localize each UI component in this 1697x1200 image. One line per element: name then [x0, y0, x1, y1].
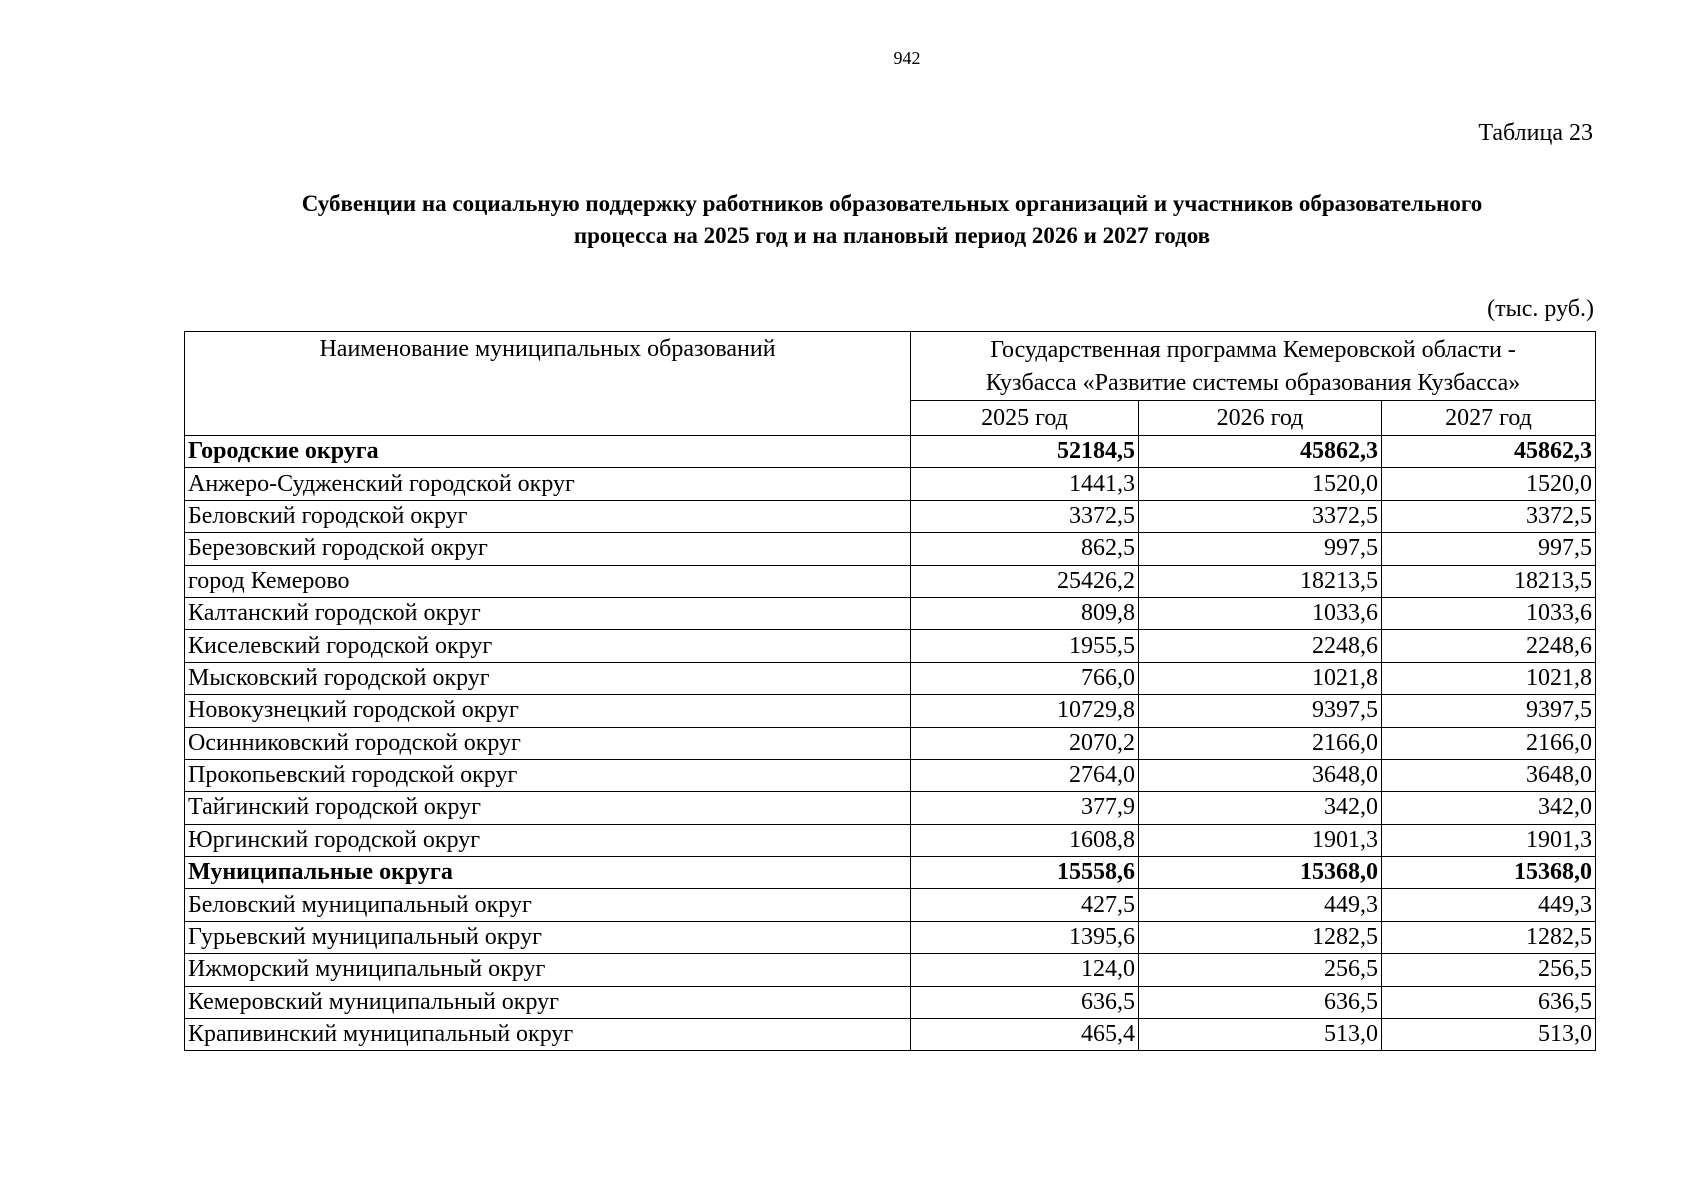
table-row [185, 986, 1596, 1018]
cell-value-2027: 15368,0 [1382, 857, 1596, 889]
table-row [185, 792, 1596, 824]
cell-municipality-name: Гурьевский муниципальный округ [185, 921, 911, 953]
cell-value-2026: 256,5 [1139, 954, 1382, 986]
header-municipality-name: Наименование муниципальных образований [185, 332, 911, 436]
cell-value-2025: 25426,2 [911, 565, 1139, 597]
table-row [185, 630, 1596, 662]
cell-value-2027: 997,5 [1382, 533, 1596, 565]
table-row [185, 597, 1596, 629]
cell-value-2027: 256,5 [1382, 954, 1596, 986]
cell-municipality-name: Городские округа [185, 436, 911, 468]
cell-municipality-name: Крапивинский муниципальный округ [185, 1019, 911, 1051]
cell-value-2025: 465,4 [911, 1019, 1139, 1051]
cell-value-2027: 2248,6 [1382, 630, 1596, 662]
cell-value-2027: 1282,5 [1382, 921, 1596, 953]
cell-municipality-name: Прокопьевский городской округ [185, 759, 911, 791]
cell-value-2025: 2070,2 [911, 727, 1139, 759]
cell-municipality-name: Анжеро-Судженский городской округ [185, 468, 911, 500]
cell-value-2027: 342,0 [1382, 792, 1596, 824]
cell-municipality-name: Мысковский городской округ [185, 662, 911, 694]
cell-value-2027: 3648,0 [1382, 759, 1596, 791]
table-row [185, 533, 1596, 565]
cell-value-2025: 2764,0 [911, 759, 1139, 791]
cell-value-2027: 45862,3 [1382, 436, 1596, 468]
cell-municipality-name: Кемеровский муниципальный округ [185, 986, 911, 1018]
cell-municipality-name: Березовский городской округ [185, 533, 911, 565]
cell-value-2025: 124,0 [911, 954, 1139, 986]
cell-value-2025: 1955,5 [911, 630, 1139, 662]
cell-value-2025: 766,0 [911, 662, 1139, 694]
cell-value-2025: 636,5 [911, 986, 1139, 1018]
cell-value-2025: 1608,8 [911, 824, 1139, 856]
table-group-row [185, 436, 1596, 468]
cell-value-2026: 1021,8 [1139, 662, 1382, 694]
cell-municipality-name: Беловский городской округ [185, 500, 911, 532]
cell-value-2025: 862,5 [911, 533, 1139, 565]
header-year-2027: 2027 год [1382, 401, 1596, 436]
cell-value-2026: 15368,0 [1139, 857, 1382, 889]
table-row [185, 1019, 1596, 1051]
table-row [185, 565, 1596, 597]
table-label: Таблица 23 [1478, 120, 1593, 146]
cell-value-2025: 3372,5 [911, 500, 1139, 532]
cell-value-2026: 3648,0 [1139, 759, 1382, 791]
cell-value-2027: 18213,5 [1382, 565, 1596, 597]
cell-municipality-name: Тайгинский городской округ [185, 792, 911, 824]
page-number: 942 [893, 48, 921, 68]
document-title-line-2: процесса на 2025 год и на плановый период 2026 и 2027 годов [573, 223, 1211, 248]
table-group-row [185, 857, 1596, 889]
cell-value-2026: 1282,5 [1139, 921, 1382, 953]
cell-municipality-name: Муниципальные округа [185, 857, 911, 889]
units-label: (тыс. руб.) [1487, 296, 1594, 322]
cell-value-2026: 18213,5 [1139, 565, 1382, 597]
cell-value-2025: 1441,3 [911, 468, 1139, 500]
table-row [185, 695, 1596, 727]
cell-municipality-name: Осинниковский городской округ [185, 727, 911, 759]
cell-value-2026: 3372,5 [1139, 500, 1382, 532]
cell-municipality-name: Ижморский муниципальный округ [185, 954, 911, 986]
table-body [185, 436, 1596, 1051]
table-row [185, 500, 1596, 532]
cell-value-2026: 513,0 [1139, 1019, 1382, 1051]
table-row [185, 662, 1596, 694]
header-state-program-line-2: Кузбасса «Развитие системы образования Кузбасса» [985, 370, 1521, 396]
cell-value-2027: 2166,0 [1382, 727, 1596, 759]
cell-value-2026: 636,5 [1139, 986, 1382, 1018]
cell-value-2025: 10729,8 [911, 695, 1139, 727]
cell-value-2026: 45862,3 [1139, 436, 1382, 468]
table-row [185, 727, 1596, 759]
cell-value-2026: 9397,5 [1139, 695, 1382, 727]
header-state-program-line-1: Государственная программа Кемеровской области - [990, 337, 1516, 363]
cell-value-2027: 636,5 [1382, 986, 1596, 1018]
cell-value-2026: 1520,0 [1139, 468, 1382, 500]
cell-value-2027: 449,3 [1382, 889, 1596, 921]
cell-value-2025: 1395,6 [911, 921, 1139, 953]
document-title [186, 188, 1598, 252]
cell-value-2026: 449,3 [1139, 889, 1382, 921]
cell-municipality-name: Юргинский городской округ [185, 824, 911, 856]
header-state-program [911, 332, 1596, 401]
cell-value-2027: 1520,0 [1382, 468, 1596, 500]
cell-value-2026: 997,5 [1139, 533, 1382, 565]
table-row [185, 824, 1596, 856]
cell-value-2026: 342,0 [1139, 792, 1382, 824]
document-title-line-1: Субвенции на социальную поддержку работников образовательных организаций и участников образовательного [301, 191, 1483, 216]
table-row [185, 889, 1596, 921]
cell-municipality-name: Киселевский городской округ [185, 630, 911, 662]
cell-value-2027: 9397,5 [1382, 695, 1596, 727]
cell-value-2026: 2166,0 [1139, 727, 1382, 759]
cell-value-2025: 427,5 [911, 889, 1139, 921]
cell-value-2027: 1901,3 [1382, 824, 1596, 856]
cell-value-2026: 2248,6 [1139, 630, 1382, 662]
cell-value-2027: 3372,5 [1382, 500, 1596, 532]
cell-value-2025: 809,8 [911, 597, 1139, 629]
cell-value-2026: 1033,6 [1139, 597, 1382, 629]
cell-municipality-name: город Кемерово [185, 565, 911, 597]
header-year-2025: 2025 год [911, 401, 1139, 436]
table-row [185, 468, 1596, 500]
cell-value-2025: 52184,5 [911, 436, 1139, 468]
cell-municipality-name: Новокузнецкий городской округ [185, 695, 911, 727]
cell-value-2027: 513,0 [1382, 1019, 1596, 1051]
cell-value-2027: 1021,8 [1382, 662, 1596, 694]
cell-value-2025: 15558,6 [911, 857, 1139, 889]
table-row [185, 921, 1596, 953]
subventions-table [184, 331, 1596, 1051]
cell-value-2026: 1901,3 [1139, 824, 1382, 856]
header-year-2026: 2026 год [1139, 401, 1382, 436]
table-row [185, 759, 1596, 791]
cell-value-2025: 377,9 [911, 792, 1139, 824]
cell-municipality-name: Беловский муниципальный округ [185, 889, 911, 921]
table-row [185, 954, 1596, 986]
cell-value-2027: 1033,6 [1382, 597, 1596, 629]
cell-municipality-name: Калтанский городской округ [185, 597, 911, 629]
